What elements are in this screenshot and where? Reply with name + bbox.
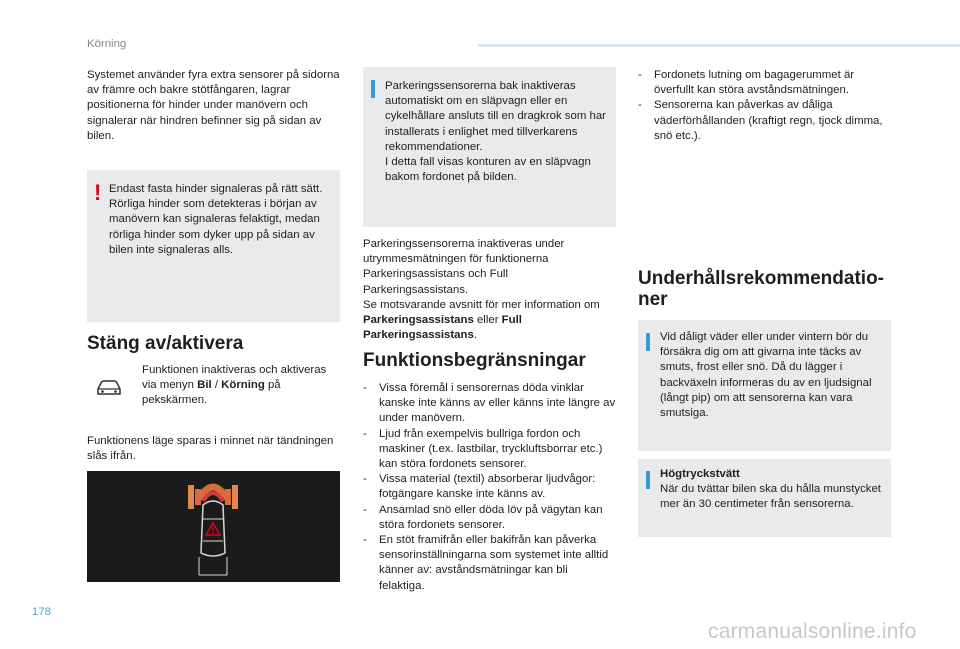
list-item: - Ljud från exempelvis bullriga fordon och maskiner (t.ex. lastbilar, tryckluftsborrar etc.) kan störa fordonets sensorer. [363, 427, 616, 473]
section-title: Körning [87, 38, 127, 50]
warning-box [87, 170, 340, 322]
pressure-wash-title: Högtryckstvätt [660, 468, 740, 480]
info-trailer-text: Parkeringssensorerna bak inaktiveras automatiskt om en släpvagn eller en cykelhållare ansluts till en dragkrok som har installerats i enlighet med tillverkarens rekommendationer. I detta fall visas konturen av en släpvagn bakom fordonet på bilden. [385, 80, 606, 184]
list-item: - Sensorerna kan påverkas av dåliga väderförhållanden (kraftigt regn, tjock dimma, snö etc.). [638, 98, 890, 144]
list-item: - Ansamlad snö eller döda löv på vägytan kan störa fordonets sensorer. [363, 503, 616, 533]
list-item: - Vissa föremål i sensorernas döda vinklar kanske inte känns av eller känns inte längre av under manövern. [363, 381, 616, 427]
info-icon [646, 333, 650, 351]
info-pressure-wash-text: Högtryckstvätt När du tvättar bilen ska du hålla munstycket mer än 30 centimeter från sensorerna. [660, 468, 881, 511]
menu-korning: Körning [221, 379, 265, 392]
page-number: 178 [32, 606, 52, 618]
intro-paragraph: Systemet använder fyra extra sensorer på sidorna av främre och bakre stötfångaren, lagrar positionerna för hinder under manövern och signalerar när hindren befinner sig på sidan av bilen. [87, 69, 340, 142]
heading-toggle: Stäng av/aktivera [87, 333, 244, 354]
car-settings-icon [94, 375, 124, 399]
info-weather-text: Vid dåligt väder eller under vintern bör du försäkra dig om att givarna inte täcks av smuts, frost eller snö. Då du lägger i backväxeln informeras du av en ljudsignal (långt pip) om att sensorerna kan vara smutsiga. [660, 331, 872, 420]
watermark: carmanualsonline.info [708, 620, 917, 643]
info-box-weather [638, 320, 891, 451]
list-item: - Fordonets lutning om bagagerummet är överfullt kan störa avståndsmätningen. [638, 68, 890, 98]
warning-icon: ! [94, 180, 102, 205]
info-icon [646, 471, 650, 489]
list-item: - Vissa material (textil) absorberar ljudvågor: fotgängare kanske inte känns av. [363, 472, 616, 502]
header-rule [478, 44, 960, 47]
parking-sensor-display-image [87, 471, 340, 582]
menu-bil: Bil [197, 379, 212, 392]
memory-note: Funktionens läge sparas i minnet när tändningen slås ifrån. [87, 435, 334, 463]
info-box-trailer [363, 67, 616, 227]
info-box-pressure-wash [638, 459, 891, 537]
info-icon [371, 80, 375, 98]
heading-limitations: Funktionsbegränsningar [363, 350, 586, 371]
list-item: - En stöt framifrån eller bakifrån kan påverka sensorinställningarna som systemet inte alltid känner av: avståndsmätningar kan bli felaktiga. [363, 533, 616, 594]
limitations-list-continued [638, 68, 890, 144]
heading-maintenance: Underhållsrekommendatio-ner [638, 268, 884, 310]
space-measurement-paragraph: Parkeringssensorerna inaktiveras under utrymmesmätningen för funktionerna Parkeringsassistans och Full Parkeringsassistans. Se motsvarande avsnitt för mer information om Parkeringsassistans eller Full Parkeringsassistans. [363, 238, 600, 342]
warning-text: Endast fasta hinder signaleras på rätt sätt. Rörliga hinder som detekteras i början av manövern kan signaleras felaktigt, medan rörliga hinder som dyker upp på sidan av bilen inte signaleras alls. [109, 183, 323, 256]
menu-instruction: Funktionen inaktiveras och aktiveras via menyn Bil / Körning på pekskärmen. [142, 364, 327, 407]
limitations-list [363, 381, 616, 594]
